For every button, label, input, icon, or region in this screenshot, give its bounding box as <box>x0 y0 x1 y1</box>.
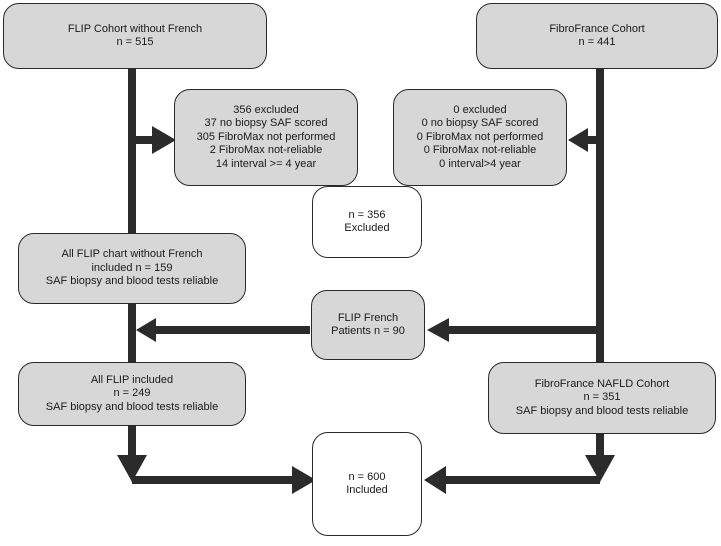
all-flip-included-count: n = 249 <box>113 387 151 400</box>
flip-french-title: FLIP French <box>337 311 399 324</box>
ff-nafld-cohort-criteria: SAF biopsy and blood tests reliable <box>515 404 689 417</box>
fibrofrance-cohort-box <box>476 3 718 69</box>
flip-chart-included-title: All FLIP chart without French <box>61 248 203 261</box>
all-flip-included-criteria: SAF biopsy and blood tests reliable <box>45 400 219 413</box>
ff-excluded-reason-3: 0 FibroMax not-reliable <box>423 144 537 157</box>
ff-excluded-total: 0 excluded <box>453 103 507 116</box>
total-included-count: n = 600 <box>348 470 386 483</box>
ff-excluded-reason-1: 0 no biopsy SAF scored <box>421 117 539 130</box>
ff-nafld-cohort-box <box>488 362 716 434</box>
flip-cohort-title: FLIP Cohort without French <box>67 22 203 35</box>
ff-excluded-details-box <box>393 89 567 186</box>
total-excluded-count: n = 356 <box>348 208 386 221</box>
flip-excluded-reason-1: 37 no biopsy SAF scored <box>204 117 328 130</box>
ff-nafld-cohort-title: FibroFrance NAFLD Cohort <box>534 377 670 390</box>
arrowhead-to-french-box <box>427 318 449 342</box>
flip-excluded-reason-4: 14 interval >= 4 year <box>215 157 317 170</box>
arrowhead-to-flip-chart-included <box>136 318 156 342</box>
fibrofrance-cohort-count: n = 441 <box>578 36 616 48</box>
flip-cohort-count: n = 515 <box>116 36 154 48</box>
flip-chart-included-count: included n = 159 <box>91 261 173 274</box>
all-flip-included-title: All FLIP included <box>90 373 174 386</box>
arrowhead-right-to-included <box>424 466 446 494</box>
total-excluded-label: Excluded <box>344 222 390 234</box>
flip-cohort-box <box>3 3 267 69</box>
fibrofrance-cohort-title: FibroFrance Cohort <box>549 22 645 35</box>
flip-excluded-reason-2: 305 FibroMax not performed <box>196 130 336 143</box>
flip-chart-included-criteria: SAF biopsy and blood tests reliable <box>45 275 219 288</box>
flip-french-box <box>311 290 425 360</box>
arrowhead-to-flip-excluded <box>152 126 176 154</box>
arrowhead-to-ff-excluded <box>568 128 588 152</box>
flip-french-count: Patients n = 90 <box>331 325 405 337</box>
ff-nafld-cohort-count: n = 351 <box>583 391 621 404</box>
flip-excluded-total: 356 excluded <box>233 103 299 116</box>
flip-excluded-details-box <box>174 89 358 186</box>
flip-excluded-reason-3: 2 FibroMax not-reliable <box>209 144 323 157</box>
total-excluded-box <box>312 186 422 258</box>
total-included-box <box>312 432 422 536</box>
ff-excluded-reason-2: 0 FibroMax not performed <box>416 130 544 143</box>
ff-excluded-reason-4: 0 interval>4 year <box>439 157 521 170</box>
total-included-label: Included <box>346 484 388 496</box>
all-flip-included-box <box>18 362 246 426</box>
flip-chart-included-box <box>18 233 246 304</box>
